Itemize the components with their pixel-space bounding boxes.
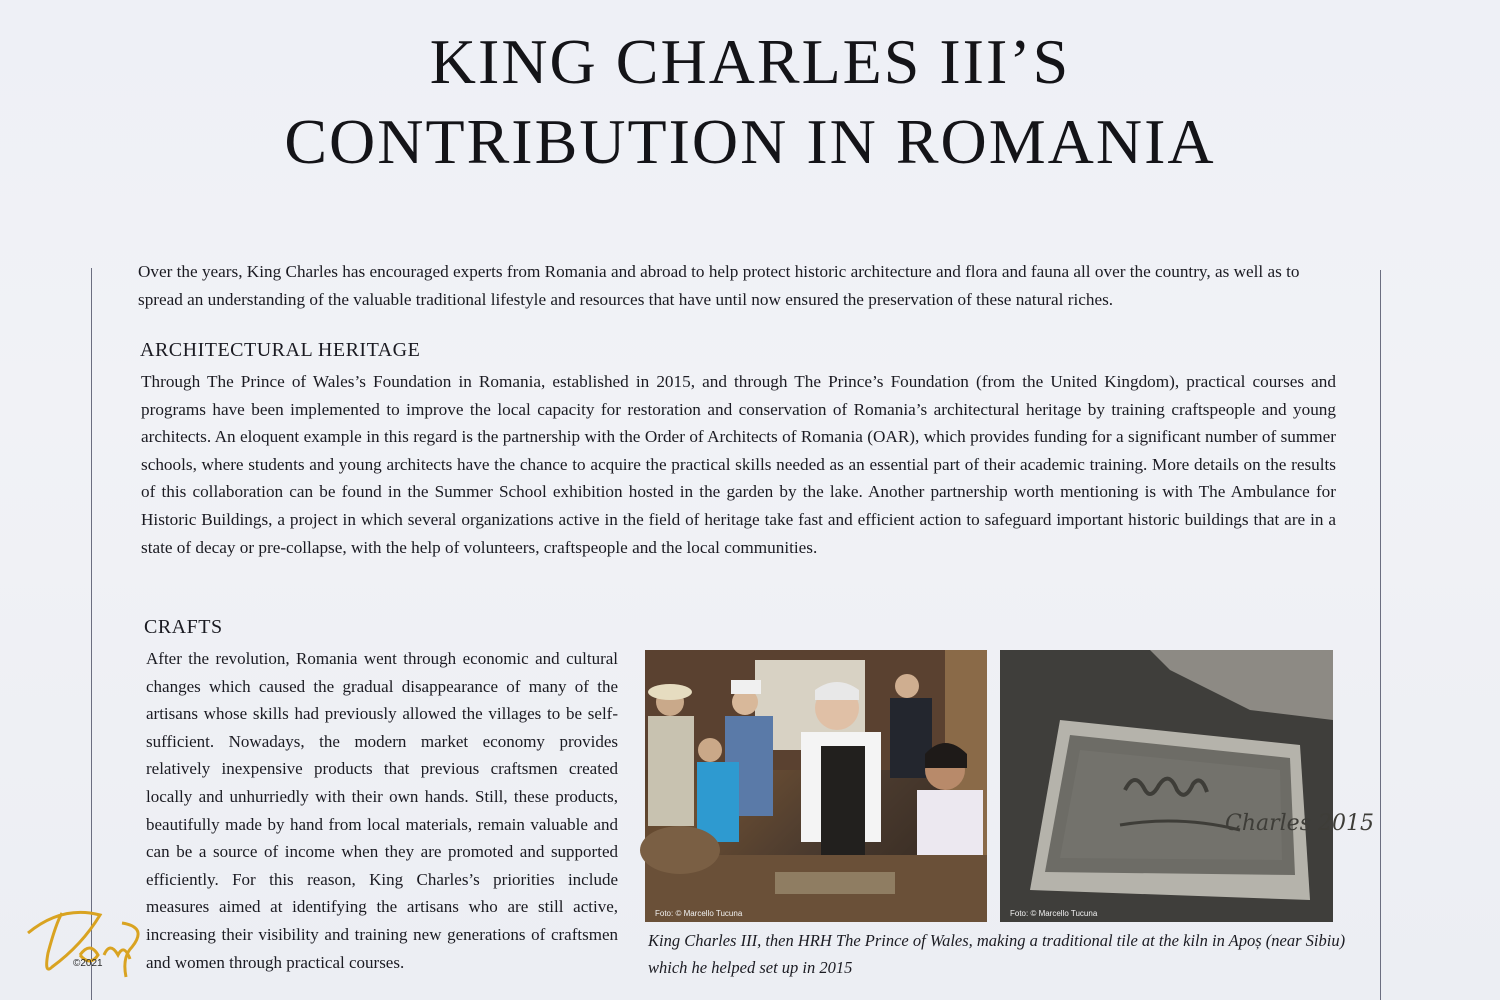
- architectural-heritage-heading: ARCHITECTURAL HERITAGE: [140, 339, 421, 361]
- crafts-body: After the revolution, Romania went through economic and cultural changes which caused the gradual disappearance of many of the artisans whose skills had previously allowed the villages to be self-sufficient. Nowadays, the modern market economy provides relatively inexpensive products that previous craftsmen created locally and unhurriedly with their own hands. Still, these products, beautifully made by hand from local materials, remain valuable and can be a source of income when they are promoted and supported efficiently. For this reason, King Charles’s priorities include measures aimed at identifying the artisans who are still active, increasing their visibility and training new generations of craftsmen and women through practical courses.: [146, 649, 618, 972]
- tile-inscription: Charles 2015: [1225, 811, 1374, 836]
- photo2-credit: Foto: © Marcello Tucuna: [1010, 909, 1098, 918]
- signature-year: ©2021: [73, 958, 103, 969]
- photo1-credit: Foto: © Marcello Tucuna: [655, 909, 743, 918]
- intro-paragraph: Over the years, King Charles has encouraged experts from Romania and abroad to help protect historic architecture and flora and fauna all over the country, as well as to spread an understanding of the valuable traditional lifestyle and resources that have until now ensured the preservation of these natural riches.: [138, 262, 1300, 309]
- photo-signed-tile: [1000, 650, 1374, 922]
- title-line-2: CONTRIBUTION IN ROMANIA: [284, 106, 1216, 177]
- right-border-rule: [1380, 270, 1381, 1000]
- photo-signed-tile-illustration: [1000, 650, 1374, 922]
- crafts-heading: CRAFTS: [144, 616, 223, 638]
- left-border-rule: [91, 268, 92, 1000]
- page-title: [0, 22, 1500, 182]
- architectural-heritage-body: Through The Prince of Wales’s Foundation in Romania, established in 2015, and through The Prince’s Foundation (from the United Kingdom), practical courses and programs have been implemented to improve the local capacity for restoration and conservation of Romania’s architectural heritage by training craftspeople and young architects. An eloquent example in this regard is the partnership with the Order of Architects of Romania (OAR), which provides funding for a significant number of summer schools, where students and young architects have the chance to acquire the practical skills needed as an essential part of their academic training. More details on the results of this collaboration can be found in the Summer School exhibition hosted in the garden by the lake. Another partnership worth mentioning is with The Ambulance for Historic Buildings, a project in which several organizations active in the field of heritage take fast and efficient action to safeguard important historic buildings that are in a state of decay or pre-collapse, with the help of volunteers, craftspeople and the local communities.: [141, 372, 1336, 557]
- title-line-1: KING CHARLES III’S: [429, 26, 1071, 97]
- photo-king-making-tile-illustration: [645, 650, 987, 922]
- photographer-signature-logo: [22, 905, 162, 985]
- photo-king-making-tile: [645, 650, 987, 922]
- photo-caption: King Charles III, then HRH The Prince of Wales, making a traditional tile at the kiln in Apoș (near Sibiu) which he helped set up in 2015: [648, 931, 1346, 977]
